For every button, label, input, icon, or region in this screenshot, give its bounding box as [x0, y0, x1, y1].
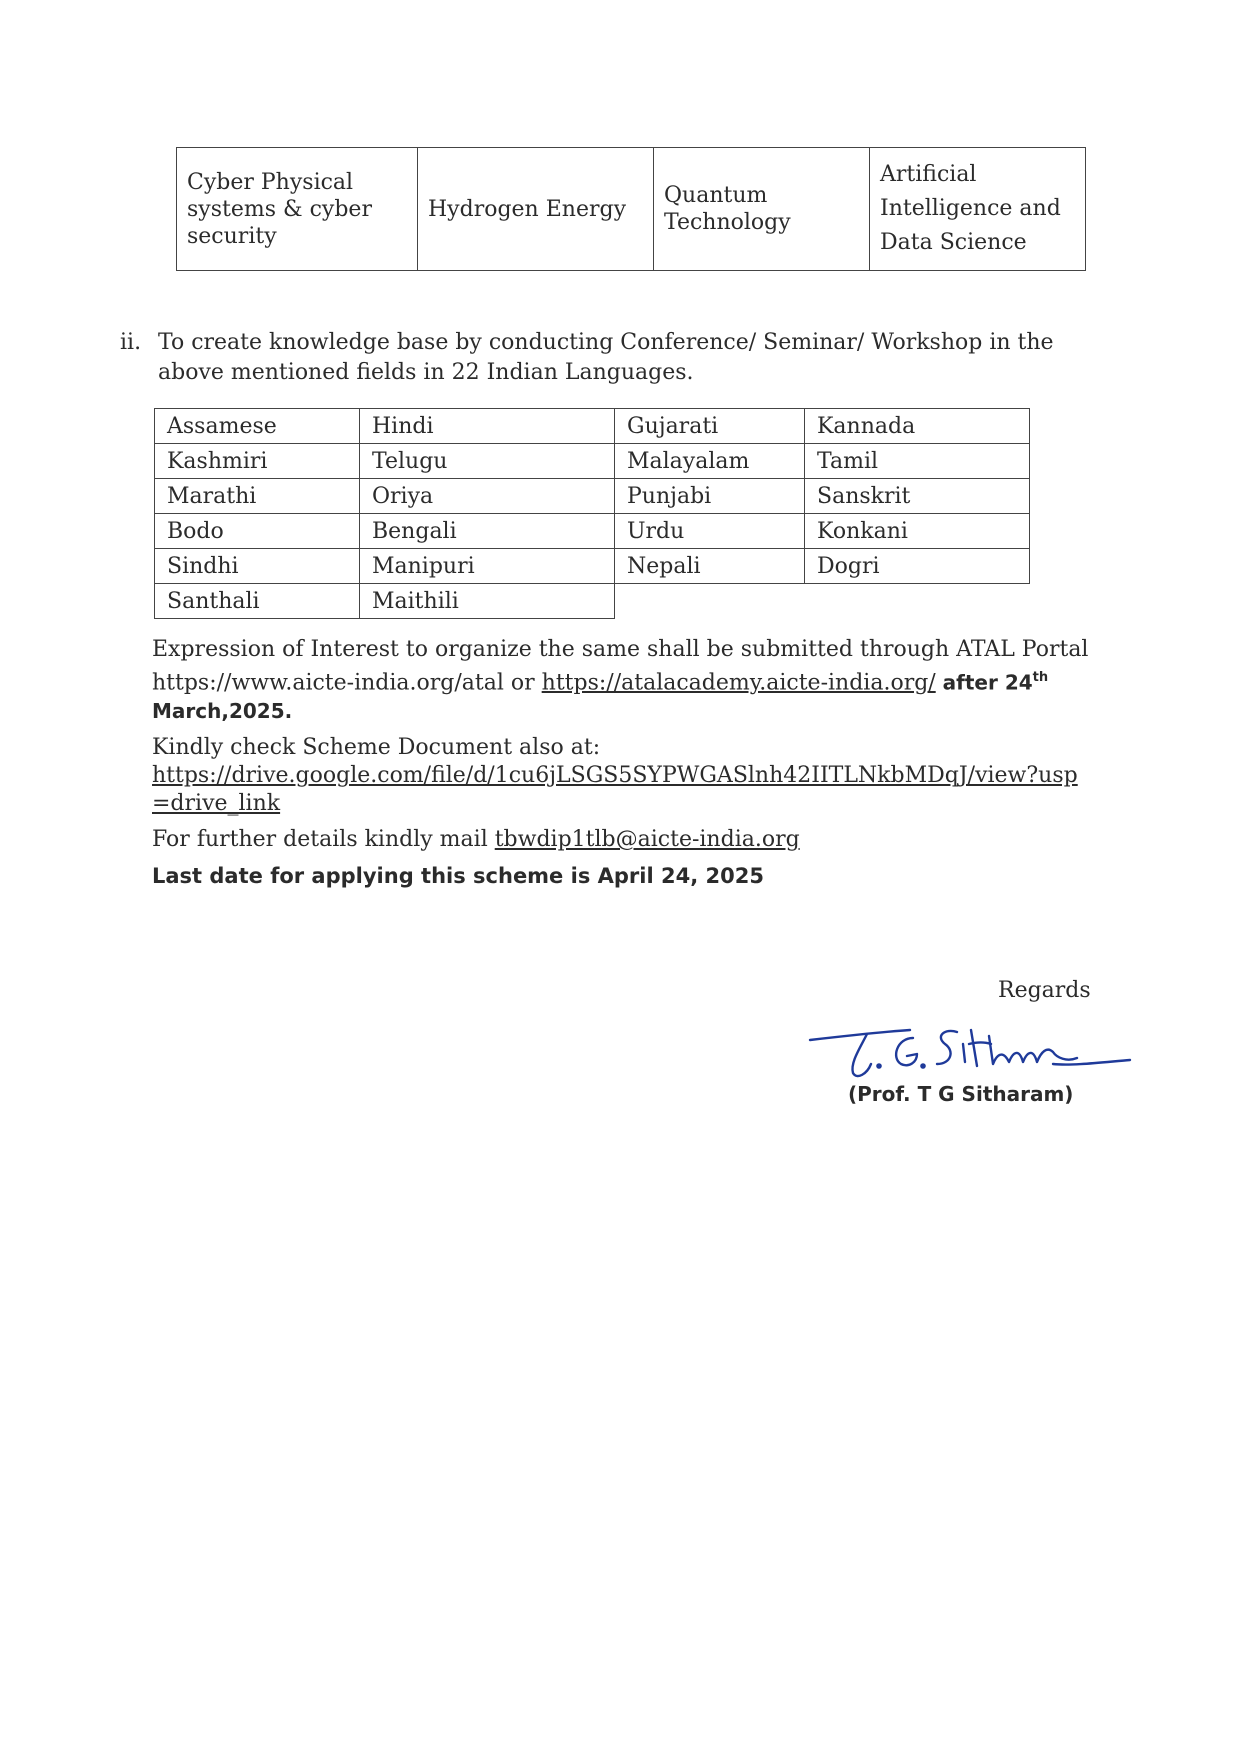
- table-cell: Assamese: [155, 409, 360, 444]
- contact-email-link[interactable]: tbwdip1tlb@aicte-india.org: [494, 827, 800, 853]
- table-empty-cell: [615, 584, 1030, 619]
- table-cell: Konkani: [805, 514, 1030, 549]
- table-cell: Telugu: [360, 444, 615, 479]
- regards-text: Regards: [998, 978, 1091, 1003]
- body-text: [152, 636, 1092, 898]
- table-cell: Cyber Physical systems & cyber security: [177, 148, 418, 271]
- table-cell: Bodo: [155, 514, 360, 549]
- table-cell: Quantum Technology: [654, 148, 870, 271]
- scheme-doc-link[interactable]: https://drive.google.com/file/d/1cu6jLSGS5SYPWGASlnh42IITLNkbMDqJ/view?usp=drive_link: [152, 763, 1078, 817]
- table-row: [177, 148, 1086, 271]
- table-cell: Tamil: [805, 444, 1030, 479]
- eoi-after-text: after 24: [935, 670, 1033, 695]
- list-item-ii: [120, 328, 1080, 388]
- table-row: [155, 584, 1030, 619]
- contact-text: For further details kindly mail: [152, 827, 495, 853]
- list-item-text: To create knowledge base by conducting Conference/ Seminar/ Workshop in the above mentioned fields in 22 Indian Languages.: [158, 330, 1054, 385]
- table-cell: Nepali: [615, 549, 805, 584]
- eoi-paragraph: [152, 636, 1092, 726]
- contact-paragraph: [152, 826, 1092, 854]
- eoi-text: Expression of Interest to organize the same shall be submitted through ATAL Portal https://www.aicte-india.org/atal or: [152, 637, 1089, 696]
- scheme-doc-label: Kindly check Scheme Document also at:: [152, 735, 601, 761]
- table-cell: Artificial Intelligence and Data Science: [870, 148, 1086, 271]
- eoi-after-date: March,2025.: [152, 699, 293, 724]
- table-row: [155, 514, 1030, 549]
- table-cell: Kashmiri: [155, 444, 360, 479]
- table-cell: Urdu: [615, 514, 805, 549]
- table-cell: Oriya: [360, 479, 615, 514]
- table-cell: Bengali: [360, 514, 615, 549]
- list-marker: ii.: [120, 330, 142, 355]
- table-cell: Punjabi: [615, 479, 805, 514]
- scheme-doc-paragraph: [152, 734, 1092, 818]
- table-row: [155, 444, 1030, 479]
- table-cell: Hindi: [360, 409, 615, 444]
- table-row: [155, 479, 1030, 514]
- table-cell: Dogri: [805, 549, 1030, 584]
- table-cell: Santhali: [155, 584, 360, 619]
- table-cell: Gujarati: [615, 409, 805, 444]
- signatory-name: (Prof. T G Sitharam): [848, 1082, 1074, 1106]
- table-cell: Sindhi: [155, 549, 360, 584]
- table-cell: Manipuri: [360, 549, 615, 584]
- focus-areas-table: [176, 147, 1086, 271]
- table-row: [155, 549, 1030, 584]
- eoi-after-sup: th: [1032, 670, 1049, 685]
- table-cell: Malayalam: [615, 444, 805, 479]
- table-cell: Hydrogen Energy: [418, 148, 654, 271]
- table-cell: Sanskrit: [805, 479, 1030, 514]
- languages-table: [154, 408, 1030, 619]
- table-row: [155, 409, 1030, 444]
- table-cell: Marathi: [155, 479, 360, 514]
- last-date-notice: Last date for applying this scheme is April 24, 2025: [152, 864, 764, 889]
- table-cell: Maithili: [360, 584, 615, 619]
- table-cell: Kannada: [805, 409, 1030, 444]
- atal-academy-link[interactable]: https://atalacademy.aicte-india.org/: [541, 670, 936, 696]
